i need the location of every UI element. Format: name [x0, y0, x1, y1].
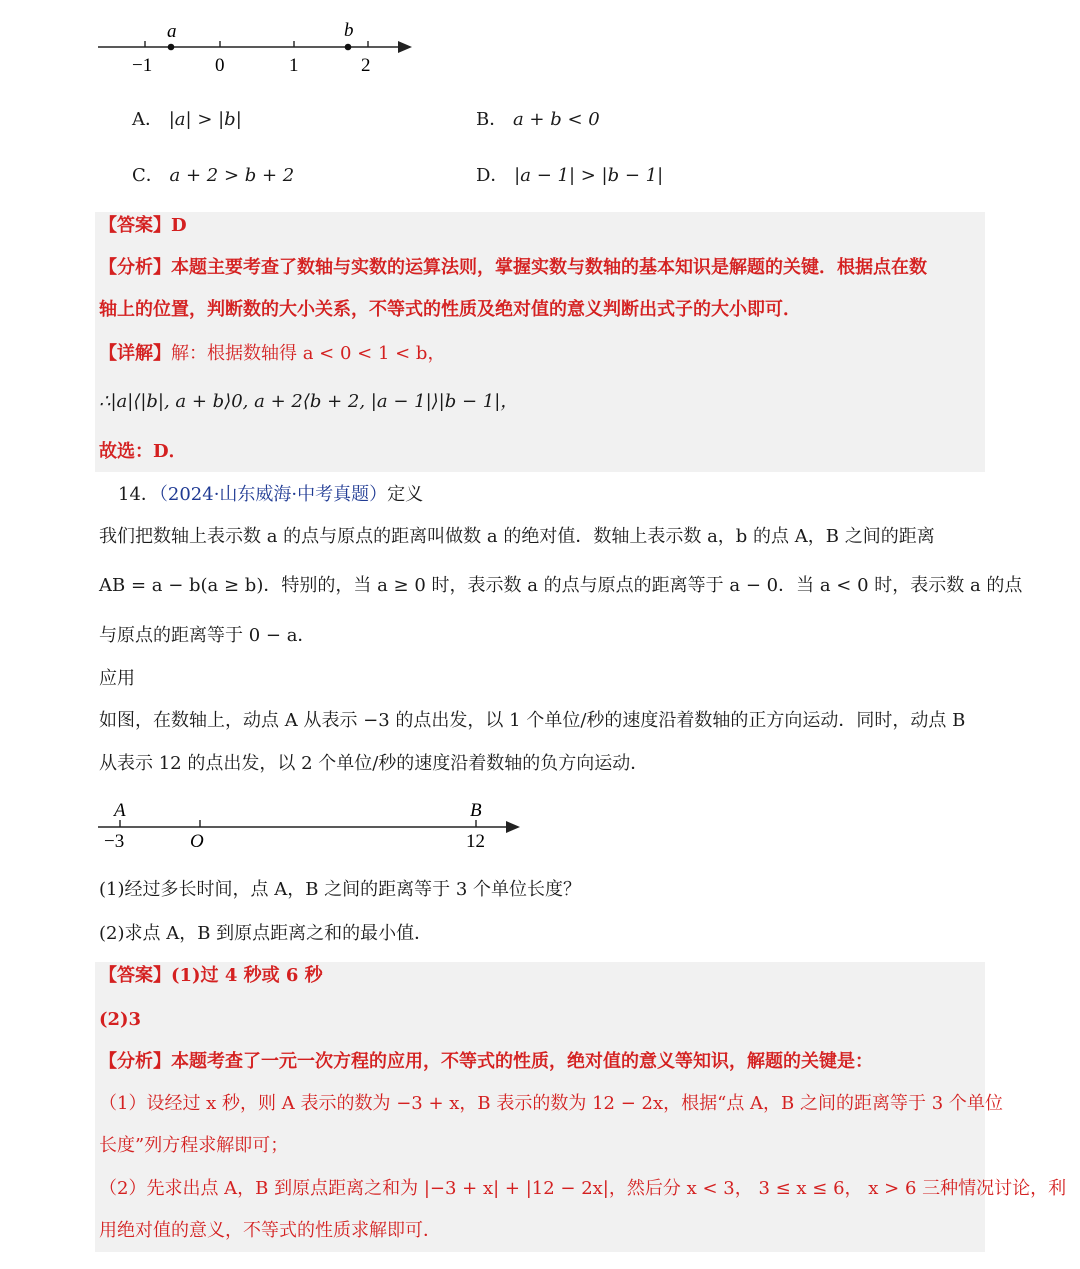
q13-derivation: ∴|a|⟨|b|, a + b⟩0, a + 2⟨b + 2, |a − 1|⟩|b − 1|， [99, 391, 519, 412]
q13-answer: 【答案】D [99, 215, 187, 236]
q13-detail-label: 【详解】 [99, 343, 171, 364]
q14-step1-line1: （1）设经过 x 秒，则 A 表示的数为 −3 + x，B 表示的数为 12 − 2x，根据“点 A，B 之间的距离等于 3 个单位 [99, 1093, 1003, 1114]
option-b[interactable] [476, 108, 600, 132]
q13-analysis-line2: 轴上的位置，判断数的大小关系，不等式的性质及绝对值的意义判断出式子的大小即可． [99, 299, 801, 320]
option-d-expr: |a − 1| > |b − 1| [514, 165, 664, 186]
origin-label: O [190, 831, 204, 852]
tick-0: 0 [215, 55, 225, 76]
q14-definition-line2: AB = a − b(a ≥ b)．特别的，当 a ≥ 0 时，表示数 a 的点与原点的距离等于 a − 0．当 a < 0 时，表示数 a 的点 [99, 575, 1023, 596]
tick-minus3: −3 [104, 831, 125, 852]
option-a-label: A． [132, 109, 163, 130]
point-b-label: b [344, 20, 354, 41]
q14-answer-1: 【答案】(1)过 4 秒或 6 秒 [99, 965, 323, 986]
q14-sub-question-2: (2)求点 A，B 到原点距离之和的最小值． [99, 923, 433, 944]
q14-application-heading: 应用 [99, 668, 135, 689]
q14-number: 14． [118, 484, 159, 505]
q14-title [118, 483, 423, 507]
q14-step2-line1: （2）先求出点 A，B 到原点距离之和为 |−3 + x| + |12 − 2x|，然后分 x < 3， 3 ≤ x ≤ 6， x > 6 三种情况讨论，利 [99, 1178, 1067, 1199]
tick-12: 12 [466, 831, 485, 852]
option-c[interactable] [132, 164, 294, 188]
point-a-label: a [167, 21, 177, 42]
q14-source: （2024·山东威海·中考真题） [158, 484, 388, 505]
q13-detail [99, 342, 445, 366]
point-B-label: B [470, 800, 482, 821]
q14-heading: 定义 [387, 484, 424, 505]
option-c-label: C． [132, 165, 164, 186]
q14-definition-line1: 我们把数轴上表示数 a 的点与原点的距离叫做数 a 的绝对值．数轴上表示数 a，b 的点 A，B 之间的距离 [99, 526, 935, 547]
q14-analysis: 【分析】本题考查了一元一次方程的应用，不等式的性质，绝对值的意义等知识，解题的关键是： [99, 1051, 873, 1072]
option-b-expr: a + b < 0 [512, 109, 600, 130]
q13-choice: 故选：D． [99, 441, 187, 462]
option-d-label: D． [476, 165, 509, 186]
tick-2: 2 [361, 55, 371, 76]
q14-step2-line2: 用绝对值的意义，不等式的性质求解即可． [99, 1220, 441, 1241]
q14-definition-line3: 与原点的距离等于 0 − a． [99, 625, 316, 646]
tick-1: 1 [289, 55, 299, 76]
q13-analysis-line1: 【分析】本题主要考查了数轴与实数的运算法则，掌握实数与数轴的基本知识是解题的关键．根据点在数 [99, 257, 927, 278]
q14-answer-2: (2)3 [99, 1009, 142, 1030]
option-c-expr: a + 2 > b + 2 [169, 165, 295, 186]
option-a-expr: |a| > |b| [168, 109, 242, 130]
number-line-q14 [90, 795, 530, 855]
q14-application-line2: 从表示 12 的点出发，以 2 个单位/秒的速度沿着数轴的负方向运动． [99, 753, 649, 774]
point-A-label: A [114, 800, 126, 821]
option-a[interactable] [132, 108, 242, 132]
number-line-q13 [90, 15, 420, 80]
q14-step1-line2: 长度”列方程求解即可； [99, 1135, 289, 1156]
q14-sub-question-1: (1)经过多长时间，点 A，B 之间的距离等于 3 个单位长度？ [99, 879, 582, 900]
option-b-label: B． [476, 109, 508, 130]
q13-detail-text: 解：根据数轴得 a < 0 < 1 < b， [171, 343, 446, 364]
q14-application-line1: 如图，在数轴上，动点 A 从表示 −3 的点出发，以 1 个单位/秒的速度沿着数轴的正方向运动．同时，动点 B [99, 710, 966, 731]
tick-minus1: −1 [132, 55, 153, 76]
option-d[interactable] [476, 164, 663, 188]
